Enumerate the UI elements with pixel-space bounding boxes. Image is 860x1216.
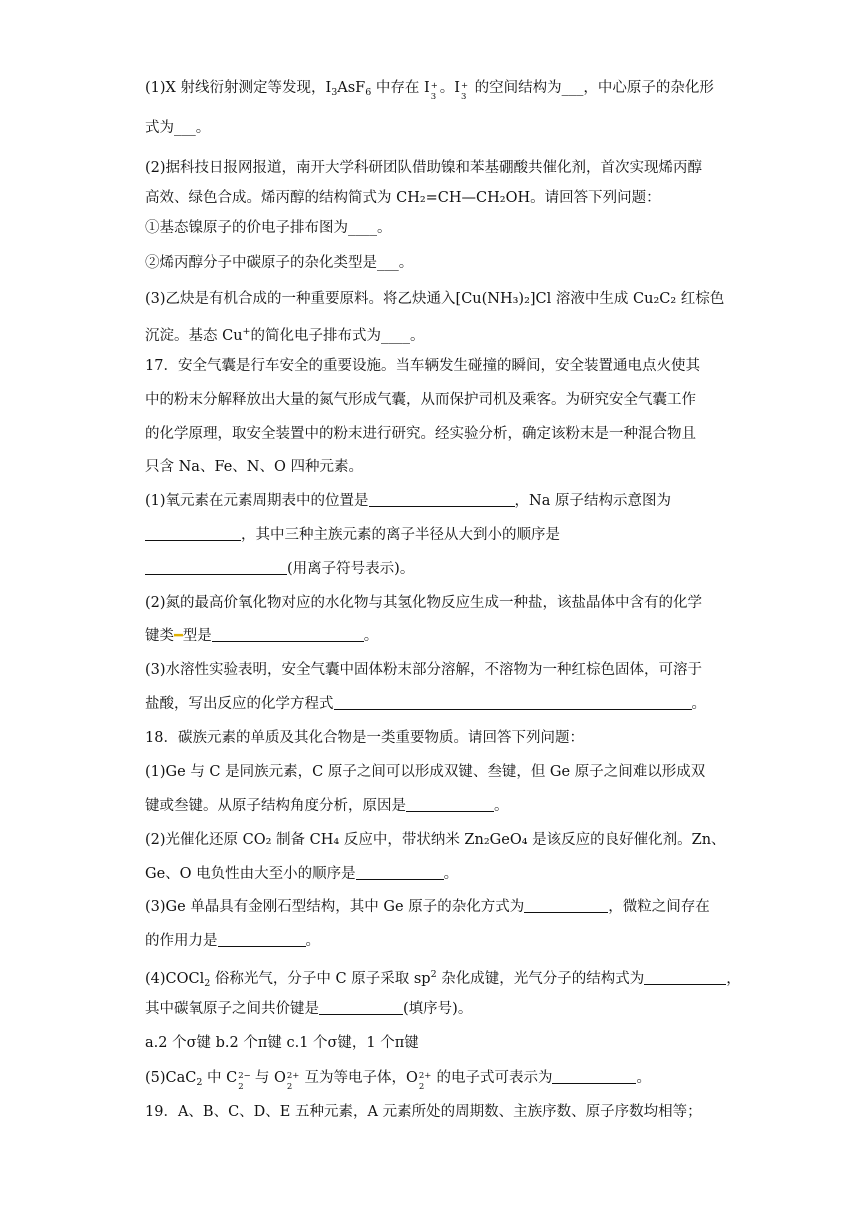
q-17-2-line-1: (2)氮的最高价氧化物对应的水化物与其氢化物反应生成一种盐，该盐晶体中含有的化学: [145, 595, 703, 611]
q-18-stem: 18．碳族元素的单质及其化合物是一类重要物质。请回答下列问题：: [145, 730, 584, 746]
q-16-1-line-1: (1)X 射线衍射测定等发现，$I_3AsF_6$ 中存在 I + 3 。I + 3 的空间结构为___，中心原子的杂化形: [145, 80, 714, 102]
q-17-stem-line-2: 中的粉末分解释放出大量的氮气形成气囊，从而保护司机及乘客。为研究安全气囊工作: [145, 392, 696, 408]
highlight-mark: ━: [174, 628, 183, 644]
q-17-3-line-2: 盐酸，写出反应的化学方程式 。: [145, 696, 706, 712]
answer-blank[interactable]: [644, 970, 726, 985]
ion-o2-2plus: 2+ 2: [286, 1071, 300, 1092]
answer-blank[interactable]: [369, 492, 515, 507]
q-16-2-line-2: 高效、绿色合成。烯丙醇的结构简式为 CH₂=CH—CH₂OH。请回答下列问题：: [145, 190, 661, 206]
answer-blank[interactable]: [334, 695, 692, 710]
answer-blank[interactable]: [356, 865, 444, 880]
answer-blank[interactable]: [212, 627, 364, 642]
answer-blank[interactable]: [145, 560, 287, 575]
q-18-5-line-1: (5)CaC$_2$ 中 C 2− 2 与 O 2+ 2 互为等电子体，O 2+ 2 的电子式可表示为 。: [145, 1070, 651, 1092]
q-17-3-line-1: (3)水溶性实验表明，安全气囊中固体粉末部分溶解，不溶物为一种红棕色固体，可溶于: [145, 662, 703, 678]
q-17-1-line-1: (1)氧元素在元素周期表中的位置是 ，Na 原子结构示意图为: [145, 493, 671, 509]
ion-i3-plus: + 3: [460, 81, 469, 102]
answer-blank[interactable]: [552, 1069, 636, 1084]
q-17-1-line-2: ，其中三种主族元素的离子半径从大到小的顺序是: [145, 525, 560, 545]
q-16-2-line-1: (2)据科技日报网报道，南开大学科研团队借助镍和苯基硼酸共催化剂，首次实现烯丙醇: [145, 160, 703, 176]
q-18-3-line-2: 的作用力是 。: [145, 933, 320, 949]
q-18-2-line-2: Ge、O 电负性由大至小的顺序是 。: [145, 866, 459, 882]
answer-blank[interactable]: [406, 797, 494, 812]
q-16-1-line-2: 式为___。: [145, 120, 211, 136]
ion-i3-plus: + 3: [430, 81, 438, 102]
q-18-3-line-1: (3)Ge 单晶具有金刚石型结构，其中 Ge 原子的杂化方式为 ，微粒之间存在: [145, 899, 710, 915]
answer-blank[interactable]: [145, 526, 241, 541]
q-17-1-line-3: (用离子符号表示)。: [145, 559, 414, 579]
q-16-2-sub-2: ②烯丙醇分子中碳原子的杂化类型是___。: [145, 255, 414, 271]
q-19-stem-line-1: 19．A、B、C、D、E 五种元素，A 元素所处的周期数、主族序数、原子序数均相等；: [145, 1104, 702, 1120]
answer-blank[interactable]: [524, 898, 608, 913]
q-17-2-line-2: 键类━型是 。: [145, 628, 379, 644]
q-17-stem-line-1: 17．安全气囊是行车安全的重要设施。当车辆发生碰撞的瞬间，安全装置通电点火使其: [145, 358, 700, 374]
answer-blank[interactable]: [218, 932, 306, 947]
q-18-4-line-1: (4)COCl$_2$ 俗称光气，分子中 C 原子采取 $sp^2$ 杂化成键，光气分子的结构式为 ，: [145, 969, 741, 989]
q-18-1-line-1: (1)Ge 与 C 是同族元素，C 原子之间可以形成双键、叁键，但 Ge 原子之间难以形成双: [145, 764, 706, 780]
q-16-3-line-2: 沉淀。基态 Cu+的简化电子排布式为____。: [145, 326, 425, 344]
q-18-2-line-1: (2)光催化还原 CO₂ 制备 CH₄ 反应中，带状纳米 Zn₂GeO₄ 是该反应的良好催化剂。Zn、: [145, 832, 726, 848]
ion-c2-2minus: 2− 2: [238, 1071, 251, 1092]
q-18-4-options: a.2 个σ键 b.2 个π键 c.1 个σ键，1 个π键: [145, 1035, 419, 1051]
ion-o2-2plus: 2+ 2: [418, 1071, 432, 1092]
q-18-1-line-2: 键或叁键。从原子结构角度分析，原因是 。: [145, 798, 509, 814]
q-17-stem-line-3: 的化学原理，取安全装置中的粉末进行研究。经实验分析，确定该粉末是一种混合物且: [145, 426, 696, 442]
q-16-2-sub-1: ①基态镍原子的价电子排布图为____。: [145, 220, 392, 236]
q-17-stem-line-4: 只含 Na、Fe、N、O 四种元素。: [145, 459, 363, 475]
answer-blank[interactable]: [319, 1000, 403, 1015]
q-16-3-line-1: (3)乙炔是有机合成的一种重要原料。将乙炔通入[Cu(NH₃)₂]Cl 溶液中生成 Cu₂C₂ 红棕色: [145, 291, 725, 307]
q-18-4-line-2: 其中碳氧原子之间共价键是 (填序号)。: [145, 1001, 473, 1017]
